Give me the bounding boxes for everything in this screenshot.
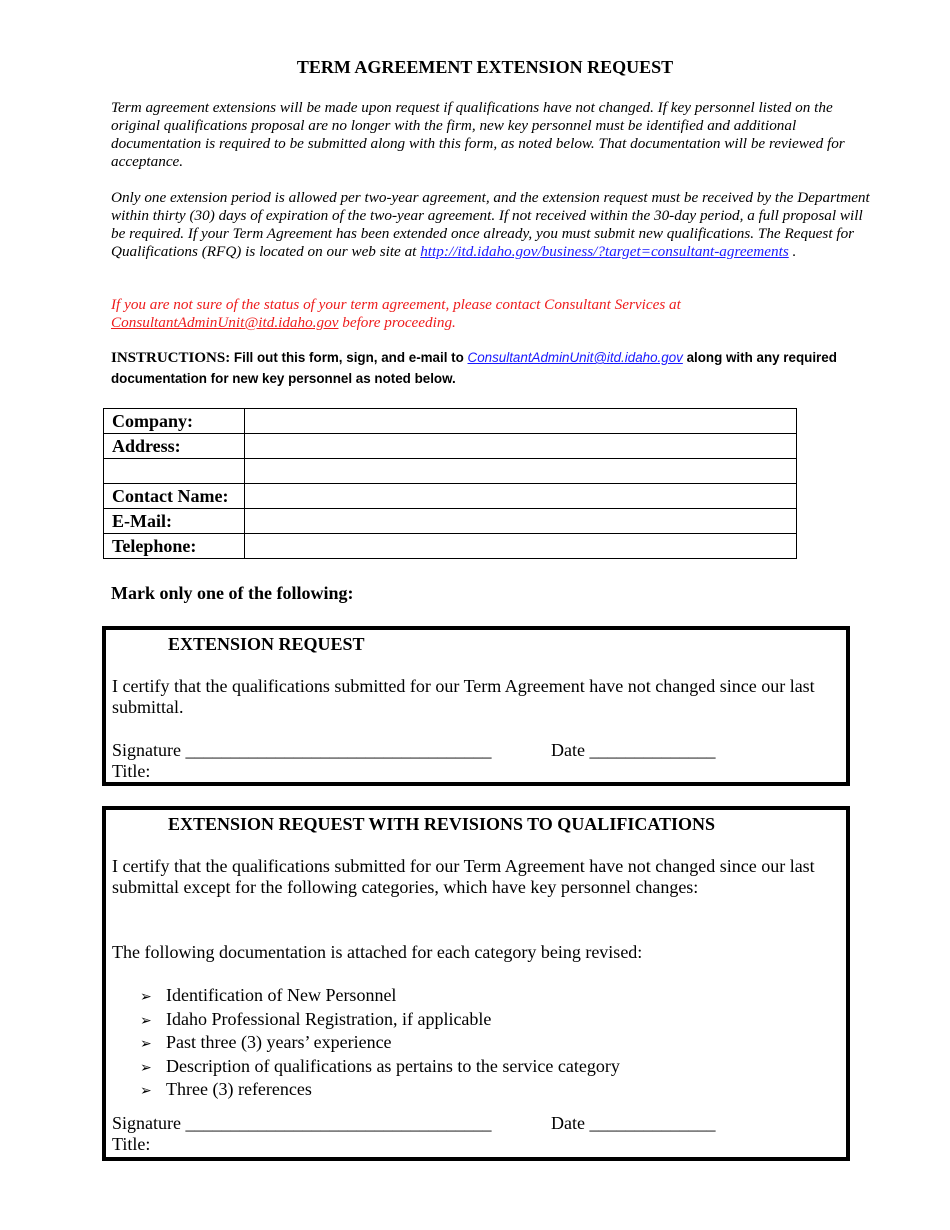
list-item xyxy=(140,985,620,1009)
list-item xyxy=(140,1079,620,1103)
company-info-table xyxy=(103,408,797,559)
instructions-text-1: Fill out this form, sign, and e-mail to xyxy=(230,350,468,365)
extension-policy-text: Only one extension period is allowed per two-year agreement, and the extension request must be received by the Department within thirty (30) days of expiration of the two-year agreement. If not received within the 30-day period, a full proposal will be required. If your Term Agreement has been extended once already, you must submit new qualifications. The Request for Qualifications (RFQ) is located on our web site at xyxy=(111,189,870,260)
company-field[interactable] xyxy=(245,409,797,434)
extension-policy-paragraph xyxy=(111,189,871,261)
instructions xyxy=(111,348,871,390)
list-item xyxy=(140,1009,620,1033)
telephone-field[interactable] xyxy=(245,534,797,559)
company-label: Company: xyxy=(104,409,245,434)
list-item-text: Identification of New Personnel xyxy=(166,985,397,1005)
email-field[interactable] xyxy=(245,509,797,534)
extension-request-heading: EXTENSION REQUEST xyxy=(168,634,365,654)
status-warning-text: If you are not sure of the status of your term agreement, please contact Consultant Services at xyxy=(111,296,681,313)
extension-revisions-heading: EXTENSION REQUEST WITH REVISIONS TO QUALIFICATIONS xyxy=(168,814,716,834)
address-label: Address: xyxy=(104,434,245,459)
page-title: TERM AGREEMENT EXTENSION REQUEST xyxy=(296,57,674,77)
instructions-text-2: along with any required documentation for new key personnel as noted below. xyxy=(111,350,837,386)
title-line[interactable]: Title: xyxy=(112,761,151,781)
address-field[interactable] xyxy=(245,434,797,459)
contact-name-field[interactable] xyxy=(245,484,797,509)
arrow-bullet-icon: ➢ xyxy=(140,1036,152,1052)
arrow-bullet-icon: ➢ xyxy=(140,1083,152,1099)
table-row xyxy=(104,509,797,534)
arrow-bullet-icon: ➢ xyxy=(140,989,152,1005)
consultant-email-link[interactable]: ConsultantAdminUnit@itd.idaho.gov xyxy=(111,314,339,331)
list-item-text: Idaho Professional Registration, if applicable xyxy=(166,1008,492,1029)
arrow-bullet-icon: ➢ xyxy=(140,1012,152,1029)
instructions-lead: INSTRUCTIONS: xyxy=(111,350,231,366)
address-line2-field[interactable] xyxy=(245,459,797,484)
extension-request-box[interactable] xyxy=(102,626,850,786)
intro-paragraph: Term agreement extensions will be made upon request if qualifications have not changed. If key personnel listed on the original qualifications proposal are no longer with the firm, new key personnel must be identified and additional documentation is required to be submitted along with this form, as noted below. That documentation will be reviewed for acceptance. xyxy=(111,99,845,170)
extension-revisions-box[interactable] xyxy=(102,806,850,1161)
documentation-intro: The following documentation is attached for each category being revised: xyxy=(112,942,643,962)
list-item-text: Past three (3) years’ experience xyxy=(166,1032,392,1052)
date-line[interactable]: Date ______________ xyxy=(551,1113,716,1133)
table-row xyxy=(104,409,797,434)
table-row xyxy=(104,459,797,484)
list-item-text: Description of qualifications as pertains to the service category xyxy=(166,1055,620,1076)
email-label: E-Mail: xyxy=(104,509,245,534)
signature-line[interactable]: Signature __________________________________ xyxy=(112,1113,492,1133)
extension-policy-end: . xyxy=(788,243,797,260)
list-item-text: Three (3) references xyxy=(166,1079,312,1099)
title-line[interactable]: Title: xyxy=(112,1134,151,1154)
rfq-link[interactable]: http://itd.idaho.gov/business/?target=consultant-agreements xyxy=(420,243,789,260)
telephone-label: Telephone: xyxy=(104,534,245,559)
signature-line[interactable]: Signature __________________________________ xyxy=(112,740,492,760)
mark-one-label: Mark only one of the following: xyxy=(111,583,354,603)
extension-revisions-certification: I certify that the qualifications submitted for our Term Agreement have not changed since our last submittal except for the following categories, which have key personnel changes: xyxy=(112,856,815,897)
list-item xyxy=(140,1056,620,1080)
instructions-email-link[interactable]: ConsultantAdminUnit@itd.idaho.gov xyxy=(467,350,683,365)
table-row xyxy=(104,534,797,559)
status-warning xyxy=(111,296,871,332)
date-line[interactable]: Date ______________ xyxy=(551,740,716,760)
extension-request-certification: I certify that the qualifications submitted for our Term Agreement have not changed since our last submittal. xyxy=(112,676,815,717)
status-warning-end: before proceeding. xyxy=(338,314,456,331)
arrow-bullet-icon: ➢ xyxy=(140,1059,152,1076)
table-row xyxy=(104,484,797,509)
table-row xyxy=(104,434,797,459)
list-item xyxy=(140,1032,620,1056)
contact-name-label: Contact Name: xyxy=(104,484,245,509)
documentation-list xyxy=(140,985,620,1103)
address-line2-label xyxy=(104,459,245,484)
